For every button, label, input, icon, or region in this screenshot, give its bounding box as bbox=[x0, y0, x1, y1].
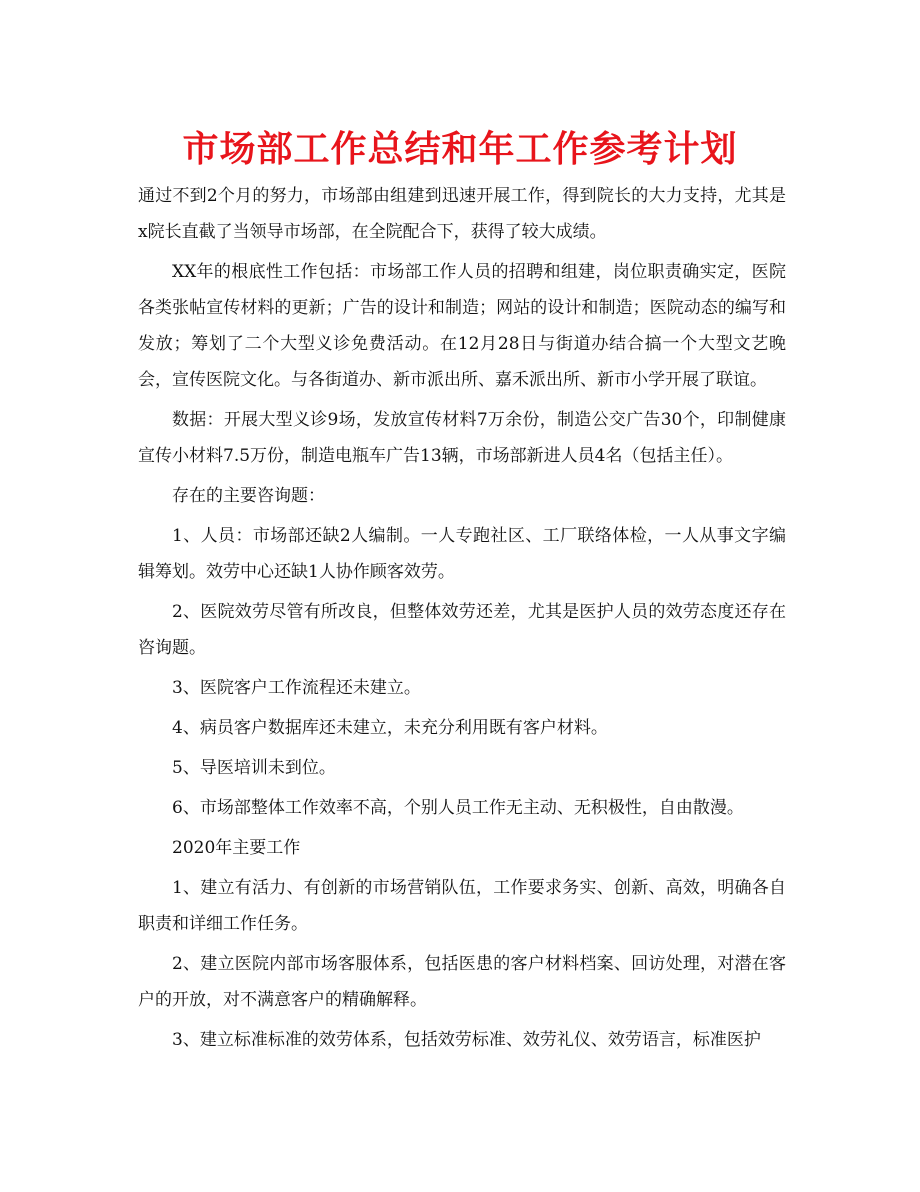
paragraph: 1、建立有活力、有创新的市场营销队伍，工作要求务实、创新、高效，明确各自职责和详细工作任务。 bbox=[138, 878, 786, 934]
paragraph: 5、导医培训未到位。 bbox=[172, 758, 336, 778]
paragraph: 2、建立医院内部市场客服体系，包括医患的客户材料档案、回访处理，对潜在客户的开放，对不满意客户的精确解释。 bbox=[138, 954, 786, 1010]
paragraph: XX年的根底性工作包括：市场部工作人员的招聘和组建，岗位职责确实定，医院各类张帖宣传材料的更新；广告的设计和制造；网站的设计和制造；医院动态的编写和发放；筹划了二个大型义诊免费活动。在12月28日与街道办结合搞一个大型文艺晚会，宣传医院文化。与各街道办、新市派出所、嘉禾派出所、新市小学开展了联谊。 bbox=[138, 262, 786, 390]
paragraph: 3、建立标准标准的效劳体系，包括效劳标准、效劳礼仪、效劳语言，标准医护 bbox=[172, 1030, 761, 1050]
paragraph: 存在的主要咨询题： bbox=[172, 486, 325, 506]
paragraph: 通过不到2个月的努力，市场部由组建到迅速开展工作，得到院长的大力支持，尤其是x院长直截了当领导市场部，在全院配合下，获得了较大成绩。 bbox=[138, 186, 786, 242]
paragraph: 2、医院效劳尽管有所改良，但整体效劳还差，尤其是医护人员的效劳态度还存在咨询题。 bbox=[138, 602, 786, 658]
paragraph: 3、医院客户工作流程还未建立。 bbox=[172, 678, 421, 698]
paragraph: 2020年主要工作 bbox=[172, 838, 301, 858]
paragraph: 6、市场部整体工作效率不高，个别人员工作无主动、无积极性，自由散漫。 bbox=[172, 798, 744, 818]
paragraph: 4、病员客户数据库还未建立，未充分利用既有客户材料。 bbox=[172, 718, 608, 738]
paragraph: 数据：开展大型义诊9场，发放宣传材料7万余份，制造公交广告30个，印制健康宣传小材料7.5万份，制造电瓶车广告13辆，市场部新进人员4名（包括主任）。 bbox=[138, 410, 786, 466]
document-title: 市场部工作总结和年工作参考计划 bbox=[182, 129, 738, 170]
paragraph: 1、人员：市场部还缺2人编制。一人专跑社区、工厂联络体检，一人从事文字编辑筹划。效劳中心还缺1人协作顾客效劳。 bbox=[138, 526, 786, 582]
document-body bbox=[138, 178, 786, 1062]
